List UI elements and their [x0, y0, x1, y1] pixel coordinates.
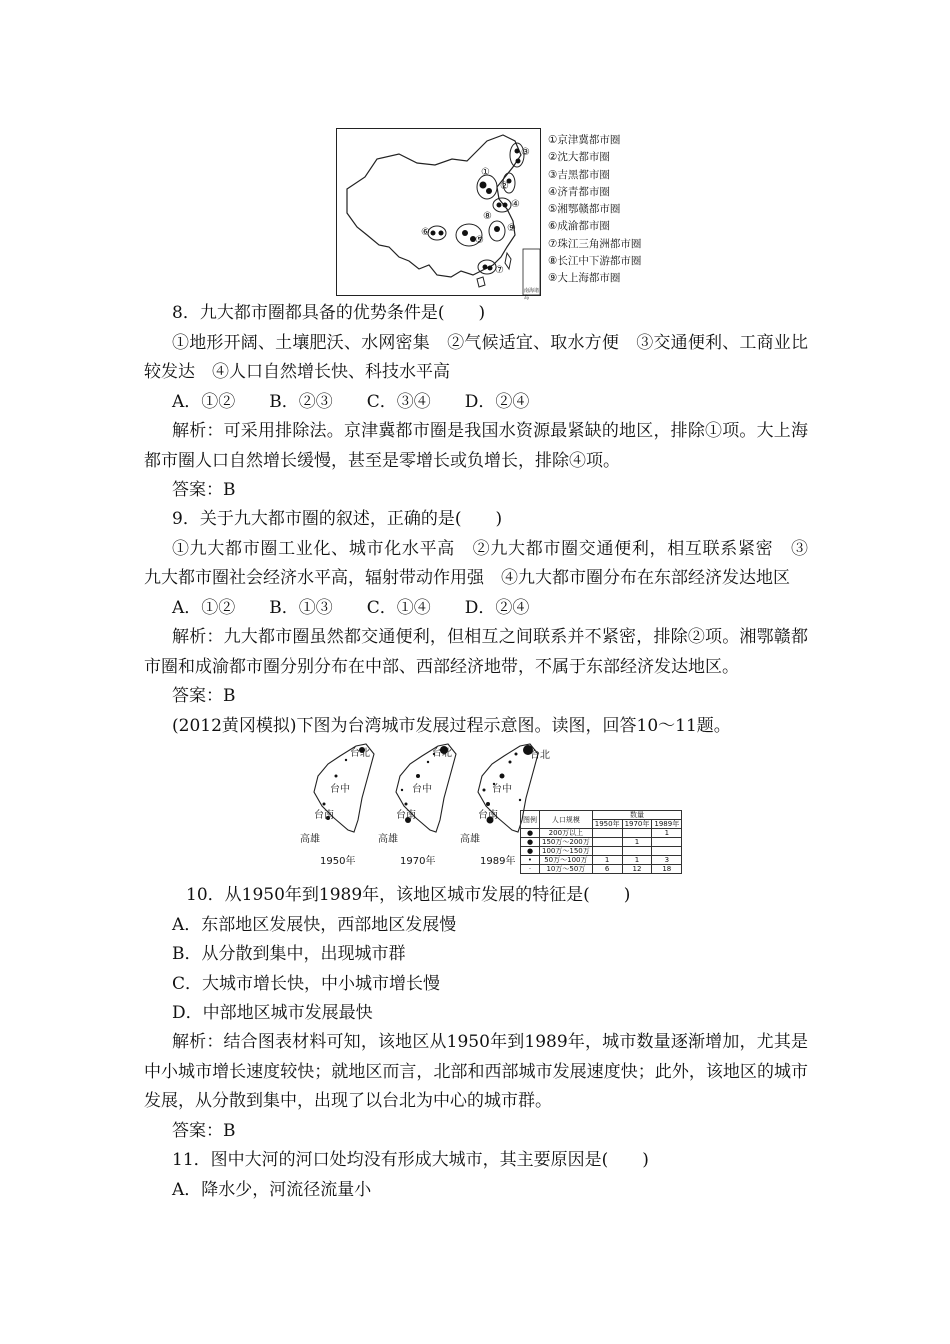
map-mark-5: ⑤: [475, 235, 484, 246]
city-label-taichung-1970: 台中: [412, 784, 432, 795]
cell-1950: 1: [592, 856, 622, 865]
q9-stem: 9．关于九大都市圈的叙述，正确的是( ): [172, 509, 503, 529]
china-metro-map-figure: [336, 128, 656, 301]
q8-options: [172, 391, 563, 413]
q11-stem: 11．图中大河的河口处均没有形成大城市，其主要原因是( ): [172, 1150, 649, 1170]
china-outline-svg: [337, 129, 542, 297]
q10-analysis-line3: 发展，从分散到集中，出现了以台北为中心的城市群。: [144, 1091, 552, 1111]
th-year: 1989年: [652, 820, 682, 829]
map-mark-9: ⑨: [507, 223, 516, 234]
city-label-tainan-1950: 台南: [314, 810, 334, 821]
year-label-1970: 1970年: [400, 856, 436, 867]
q10-option-d[interactable]: D．中部地区城市发展最快: [172, 1003, 373, 1023]
row-symbol: ●: [521, 838, 540, 847]
cell-1970: 1: [622, 838, 652, 847]
city-label-taichung-1989: 台中: [492, 784, 512, 795]
legend-item: ⑥成渝都市圈: [548, 220, 610, 233]
cell-1950: [592, 838, 622, 847]
china-map: [336, 128, 541, 301]
q10-analysis-line1: 解析：结合图表材料可知，该地区从1950年到1989年，城市数量逐渐增加，尤其是: [172, 1032, 808, 1052]
q9-option-a[interactable]: A．①②: [172, 598, 236, 618]
q9-analysis-line2: 市圈和成渝都市圈分别分布在中部、西部经济地带，不属于东部经济发达地区。: [144, 657, 739, 677]
legend-item: ②沈大都市圈: [548, 151, 610, 164]
q10-answer: 答案：B: [172, 1121, 236, 1141]
q9-answer: 答案：B: [172, 686, 236, 706]
q9-items-line2: 九大都市圈社会经济水平高，辐射带动作用强 ④九大都市圈分布在东部经济发达地区: [144, 568, 790, 588]
q8-items-line1: ①地形开阔、土壤肥沃、水网密集 ②气候适宜、取水方便 ③交通便利、工商业比: [172, 333, 808, 353]
q9-analysis-line1: 解析：九大都市圈虽然都交通便利，但相互之间联系并不紧密，排除②项。湘鄂赣都: [172, 627, 808, 647]
cell-1989: 1: [652, 829, 682, 838]
q10-stem: 10．从1950年到1989年，该地区城市发展的特征是( ): [186, 885, 631, 905]
legend-item: ①京津冀都市圈: [548, 134, 621, 146]
city-label-taipei-1989: 台北: [530, 750, 550, 761]
cell-1989: 3: [652, 856, 682, 865]
map-mark-1: ①: [481, 167, 490, 178]
q10-option-c[interactable]: C．大城市增长快，中小城市增长慢: [172, 974, 441, 994]
metro-legend: [548, 132, 660, 288]
map-mark-2: ②: [500, 181, 509, 192]
q8-analysis-line2: 都市圈人口自然增长缓慢，甚至是零增长或负增长，排除④项。: [144, 451, 620, 471]
cell-1950: [592, 847, 622, 856]
legend-item: ⑤湘鄂赣都市圈: [548, 203, 621, 216]
row-symbol: •: [521, 856, 540, 865]
th-year: 1950年: [592, 820, 622, 829]
city-label-taipei-1950: 台北: [350, 748, 370, 759]
q9-option-d[interactable]: D．②④: [464, 598, 530, 618]
inset-label: 南海诸岛: [524, 288, 540, 301]
th-year: 1970年: [622, 820, 652, 829]
q8-analysis-line1: 解析：可采用排除法。京津冀都市圈是我国水资源最紧缺的地区，排除①项。大上海: [172, 421, 808, 441]
q9-option-c[interactable]: C．①④: [366, 598, 431, 618]
row-symbol: ●: [521, 829, 540, 838]
legend-item: ③吉黑都市圈: [548, 168, 610, 181]
map-mark-3: ③: [521, 147, 530, 158]
q8-answer: 答案：B: [172, 480, 236, 500]
th-count: 数量: [592, 811, 681, 820]
cell-1950: 6: [592, 865, 622, 874]
q8-option-d[interactable]: D．②④: [464, 392, 530, 412]
row-scale: 10万～50万: [540, 865, 593, 874]
city-label-kaohsiung-1950: 高雄: [300, 834, 320, 845]
q10-analysis-line2: 中小城市增长速度较快；就地区而言，北部和西部城市发展速度快；此外，该地区的城市: [144, 1062, 808, 1082]
city-scale-table: [520, 810, 682, 874]
table-row: [521, 856, 682, 865]
city-label-taichung-1950: 台中: [330, 784, 350, 795]
city-label-taipei-1970: 台北: [432, 748, 452, 759]
q8-option-c[interactable]: C．③④: [366, 392, 431, 412]
city-label-tainan-1989: 台南: [478, 810, 498, 821]
table-row: [521, 865, 682, 874]
cell-1970: [622, 829, 652, 838]
year-label-1989: 1989年: [480, 856, 516, 867]
legend-item: ⑨大上海都市圈: [548, 272, 621, 285]
q10-option-b[interactable]: B．从分散到集中，出现城市群: [172, 944, 406, 964]
table-row: [521, 838, 682, 847]
row-scale: 200万以上: [540, 829, 593, 838]
cell-1989: [652, 838, 682, 847]
intro-10-11: (2012黄冈模拟)下图为台湾城市发展过程示意图。读图，回答10～11题。: [172, 716, 731, 736]
q8-items-line2: 较发达 ④人口自然增长快、科技水平高: [144, 362, 450, 382]
taiwan-city-figure: [296, 740, 686, 873]
map-mark-6: ⑥: [421, 227, 430, 238]
map-mark-4: ④: [511, 199, 520, 210]
city-label-kaohsiung-1970: 高雄: [378, 834, 398, 845]
q9-items-line1: ①九大都市圈工业化、城市化水平高 ②九大都市圈交通便利，相互联系紧密 ③: [172, 539, 808, 559]
th-legend: 图例: [521, 811, 540, 829]
row-symbol: ●: [521, 847, 540, 856]
q9-option-b[interactable]: B．①③: [269, 598, 333, 618]
q8-stem: 8．九大都市圈都具备的优势条件是( ): [172, 303, 486, 323]
q10-option-a[interactable]: A．东部地区发展快，西部地区发展慢: [172, 915, 457, 935]
q8-option-a[interactable]: A．①②: [172, 392, 236, 412]
year-label-1950: 1950年: [320, 856, 356, 867]
legend-item: ⑦珠江三角洲都市圈: [548, 237, 642, 250]
th-population: 人口规模: [540, 811, 593, 829]
q9-options: [172, 597, 563, 619]
q8-option-b[interactable]: B．②③: [269, 392, 333, 412]
row-scale: 100万～150万: [540, 847, 593, 856]
legend-item: ④济青都市圈: [548, 185, 610, 198]
table-row: [521, 829, 682, 838]
city-label-kaohsiung-1989: 高雄: [460, 834, 480, 845]
cell-1950: [592, 829, 622, 838]
cell-1970: 1: [622, 856, 652, 865]
map-mark-7: ⑦: [495, 265, 504, 276]
legend-item: ⑧长江中下游都市圈: [548, 255, 642, 268]
row-scale: 150万～200万: [540, 838, 593, 847]
cell-1970: 12: [622, 865, 652, 874]
cell-1970: [622, 847, 652, 856]
cell-1989: [652, 847, 682, 856]
city-label-tainan-1970: 台南: [396, 810, 416, 821]
map-mark-8: ⑧: [483, 211, 492, 222]
row-symbol: ·: [521, 865, 540, 874]
row-scale: 50万～100万: [540, 856, 593, 865]
q11-option-a[interactable]: A．降水少，河流径流量小: [172, 1180, 372, 1200]
cell-1989: 18: [652, 865, 682, 874]
table-row: [521, 847, 682, 856]
